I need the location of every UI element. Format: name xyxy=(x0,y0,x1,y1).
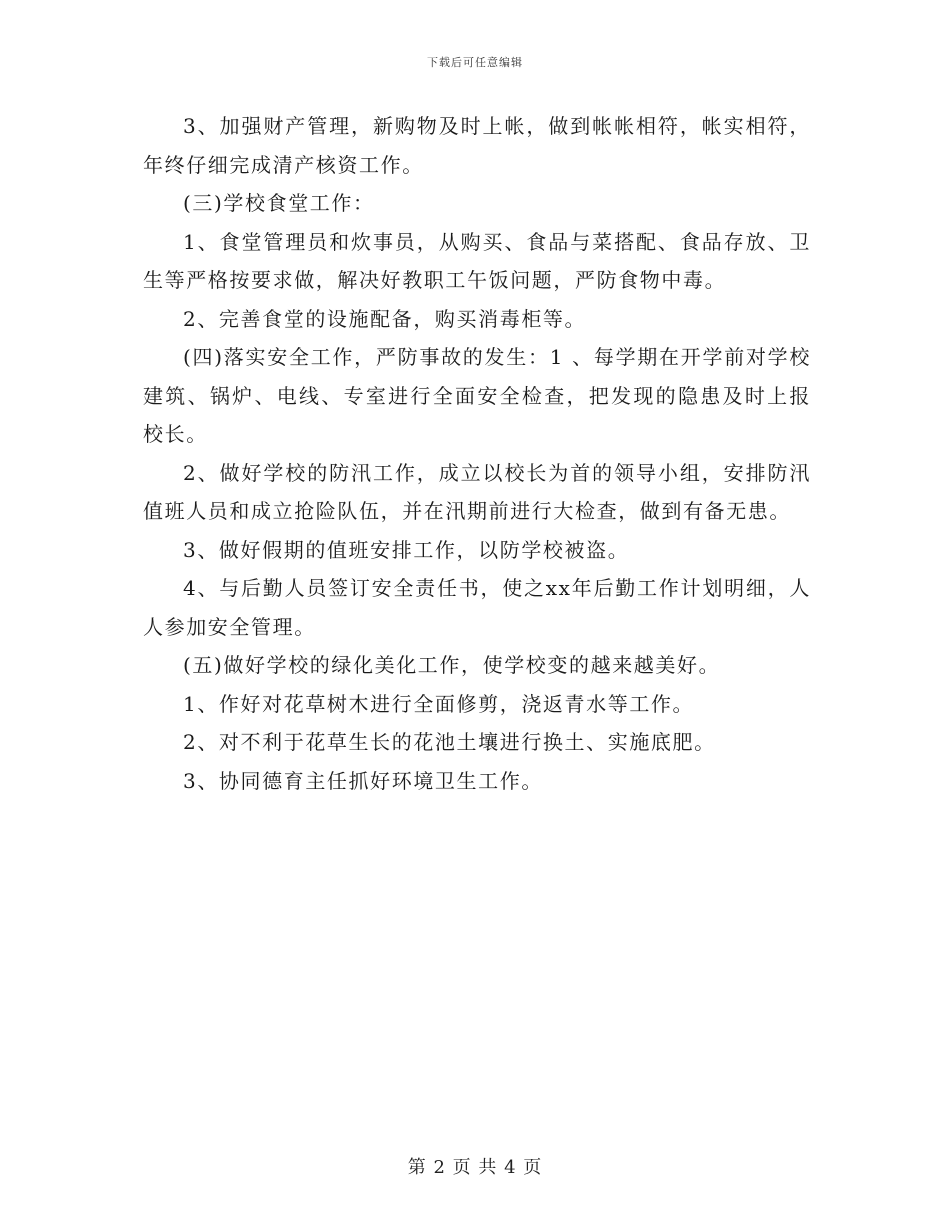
paragraph: 1、作好对花草树木进行全面修剪，浇返青水等工作。 xyxy=(183,691,695,716)
paragraph: 4、与后勤人员签订安全责任书，使之xx年后勤工作计划明细，人人参加安全管理。 xyxy=(143,576,811,639)
paragraph: 2、做好学校的防汛工作，成立以校长为首的领导小组，安排防汛值班人员和成立抢险队伍，并在汛期前进行大检查，做到有备无患。 xyxy=(143,460,811,523)
section-heading: (三)学校食堂工作： xyxy=(183,191,375,215)
paragraph: 3、加强财产管理，新购物及时上帐，做到帐帐相符，帐实相符，年终仔细完成清产核资工作。 xyxy=(143,114,811,177)
paragraph: 2、对不利于花草生长的花池土壤进行换土、实施底肥。 xyxy=(183,730,716,754)
page-header-note: 下载后可任意编辑 xyxy=(427,56,523,69)
document-body xyxy=(143,107,811,800)
paragraph: 3、做好假期的值班安排工作，以防学校被盗。 xyxy=(183,537,630,562)
paragraph: 3、协同德育主任抓好环境卫生工作。 xyxy=(183,768,543,793)
section-paragraph: (四)落实安全工作，严防事故的发生：1 、每学期在开学前对学校建筑、锅炉、电线、专室进行全面安全检查，把发现的隐患及时上报校长。 xyxy=(143,345,811,446)
section-heading: (五)做好学校的绿化美化工作，使学校变的越来越美好。 xyxy=(183,653,721,677)
paragraph: 2、完善食堂的设施配备，购买消毒柜等。 xyxy=(183,306,587,331)
page-number-footer: 第 2 页 共 4 页 xyxy=(407,1157,543,1178)
paragraph: 1、食堂管理员和炊事员，从购买、食品与菜搭配、食品存放、卫生等严格按要求做，解决好教职工午饭问题，严防食物中毒。 xyxy=(143,229,811,292)
